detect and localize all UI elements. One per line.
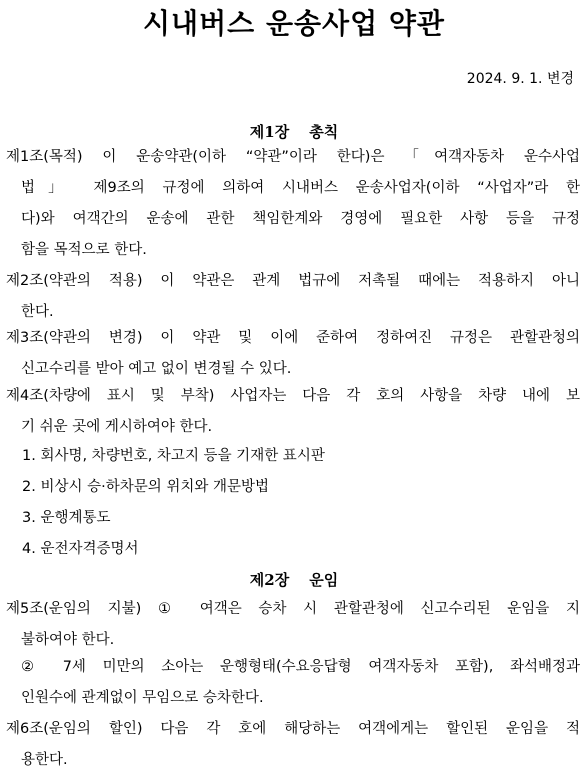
article-line: 다)와 여객간의 운송에 관한 책임한계와 경영에 필요한 사항 등을 규정 <box>21 211 580 227</box>
document-title: 시내버스 운송사업 약관 <box>143 7 445 40</box>
article-3 <box>6 323 580 385</box>
article-6 <box>6 714 580 776</box>
list-item: 4. 운전자격증명서 <box>22 541 139 557</box>
chapter-2-name: 운임 <box>309 571 339 589</box>
article-line: 기 쉬운 곳에 게시하여야 한다. <box>21 419 213 435</box>
chapter-2-number: 제2장 <box>249 571 290 589</box>
article-line: 한다. <box>21 304 54 320</box>
list-item: 2. 비상시 승·하차문의 위치와 개문방법 <box>22 479 269 495</box>
article-line: 신고수리를 받아 예고 없이 변경될 수 있다. <box>21 361 292 377</box>
article-line: 불하여야 한다. <box>21 632 115 648</box>
revision-date: 2024. 9. 1. 변경 <box>466 71 574 87</box>
article-line: 제5조(운임의 지불) ① 여객은 승차 시 관할관청에 신고수리된 운임을 지 <box>6 601 580 617</box>
chapter-1-number: 제1장 <box>249 123 290 141</box>
article-2 <box>6 266 580 328</box>
article-1 <box>6 142 580 266</box>
article-line: 제4조(차량에 표시 및 부착) 사업자는 다음 각 호의 사항을 차량 내에 보 <box>6 388 580 404</box>
article-line: 함을 목적으로 한다. <box>21 242 147 258</box>
article-line: 제1조(목적) 이 운송약관(이하 “약관”이라 한다)은 「여객자동차 운수사업 <box>6 149 580 165</box>
chapter-1-name: 총칙 <box>309 123 339 141</box>
article-5-paragraph-2 <box>6 652 580 714</box>
article-4 <box>6 381 580 443</box>
article-line: 제6조(운임의 할인) 다음 각 호에 해당하는 여객에게는 할인된 운임을 적 <box>6 721 580 737</box>
chapter-1-heading <box>0 121 588 142</box>
article-line: ② 7세 미만의 소아는 운행형태(수요응답형 여객자동차 포함), 좌석배정과 <box>21 659 580 675</box>
list-item: 3. 운행계통도 <box>22 510 111 526</box>
article-5 <box>6 594 580 656</box>
article-line: 제2조(약관의 적용) 이 약관은 관계 법규에 저촉될 때에는 적용하지 아니 <box>6 273 580 289</box>
article-line: 인원수에 관계없이 무임으로 승차한다. <box>21 690 264 706</box>
article-line: 용한다. <box>21 752 68 768</box>
article-line: 제3조(약관의 변경) 이 약관 및 이에 준하여 정하여진 규정은 관할관청의 <box>6 330 580 346</box>
list-item: 1. 회사명, 차량번호, 차고지 등을 기재한 표시판 <box>22 448 325 464</box>
article-line: 법」 제9조의 규정에 의하여 시내버스 운송사업자(이하 “사업자”라 한 <box>21 180 580 196</box>
chapter-2-heading <box>0 569 588 590</box>
